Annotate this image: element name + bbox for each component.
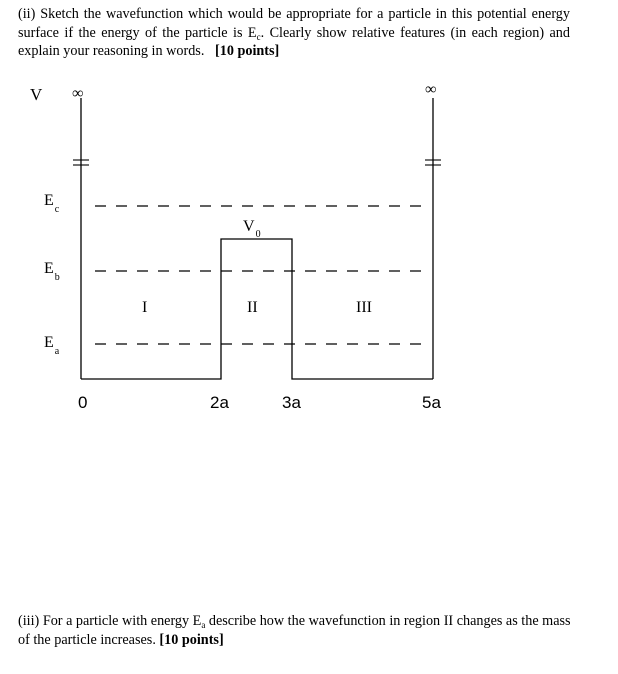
question-ii-energy-sub: c: [256, 31, 261, 42]
region-i-label: I: [142, 299, 148, 316]
question-iii-part2: describe how the wavefunction in region II changes as the mass of the particle increases.: [18, 613, 571, 648]
energy-ea-label: $E_a$: [44, 334, 60, 357]
x-tick-3a: 3a: [282, 393, 301, 412]
infinity-right-label: ∞: [425, 81, 437, 98]
question-iii-points: [10 points]: [159, 631, 224, 648]
question-iii-part1: (iii) For a particle with energy E: [18, 613, 202, 629]
question-ii-part2: . Clearly show relative features (in each region) and explain your reasoning in words.: [18, 24, 570, 59]
x-tick-5a: 5a: [422, 393, 441, 412]
barrier-v0-label: $V_0$: [243, 218, 261, 240]
infinity-left-label: ∞: [72, 85, 84, 102]
v-axis-label: V: [30, 85, 43, 104]
question-iii-text: [18, 612, 578, 649]
region-iii-label: III: [356, 299, 372, 316]
energy-eb-label: $E_b$: [44, 260, 60, 283]
energy-ec-label: $E_c$: [44, 192, 60, 215]
question-ii-part1: (ii) Sketch the wavefunction which would be appropriate for a particle in this potential energy surface if the energy of the particle is E: [18, 6, 570, 41]
region-ii-label: II: [247, 299, 258, 316]
question-iii-energy-sub: a: [201, 620, 206, 630]
x-tick-0: 0: [78, 393, 88, 412]
question-ii-points: [10 points]: [215, 43, 280, 59]
x-tick-2a: 2a: [210, 393, 229, 412]
